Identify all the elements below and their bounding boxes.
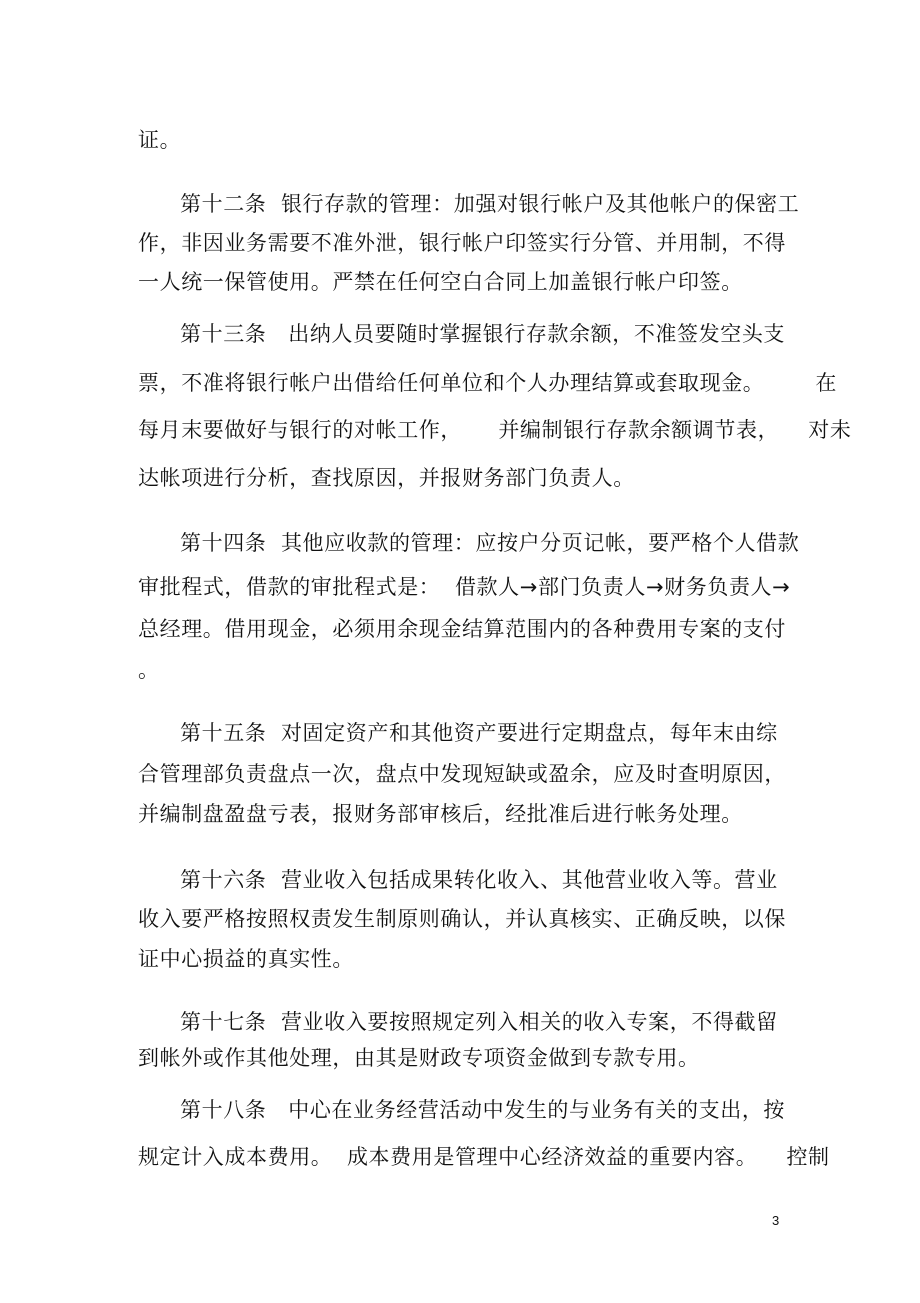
page-number: 3 xyxy=(772,1213,780,1228)
article-13-heading-line: 第十三条 出纳人员要随时掌握银行存款余额，不准签发空头支 xyxy=(180,322,786,346)
text-line: 作，非因业务需要不准外泄，银行帐户印签实行分管、并用制，不得 xyxy=(138,231,786,255)
text-line: 审批程式，借款的审批程式是： 借款人→部门负责人→财务负责人→ xyxy=(138,575,791,599)
article-16-heading-line: 第十六条 营业收入包括成果转化收入、其他营业收入等。营业 xyxy=(180,868,778,892)
text-line: 总经理。借用现金，必须用余现金结算范围内的各种费用专案的支付 xyxy=(138,617,786,641)
article-17-heading-line: 第十七条 营业收入要按照规定列入相关的收入专案，不得截留 xyxy=(180,1010,778,1034)
article-18-heading-line: 第十八条 中心在业务经营活动中发生的与业务有关的支出，按 xyxy=(180,1098,786,1122)
text-line: 一人统一保管使用。严禁在任何空白合同上加盖银行帐户印签。 xyxy=(138,270,743,294)
text-line: 每月末要做好与银行的对帐工作， 并编制银行存款余额调节表， 对未 xyxy=(138,418,852,442)
text-line: 。 xyxy=(138,658,160,682)
text-line: 票，不准将银行帐户出借给任何单位和个人办理结算或套取现金。 在 xyxy=(138,371,837,395)
text-line: 到帐外或作其他处理，由其是财政专项资金做到专款专用。 xyxy=(138,1046,700,1070)
text-line: 达帐项进行分析，查找原因，并报财务部门负责人。 xyxy=(138,466,635,490)
text-line: 合管理部负责盘点一次，盘点中发现短缺或盈余，应及时查明原因， xyxy=(138,762,786,786)
text-line: 并编制盘盈盘亏表，报财务部审核后，经批准后进行帐务处理。 xyxy=(138,802,743,826)
article-15-heading-line: 第十五条 对固定资产和其他资产要进行定期盘点，每年末由综 xyxy=(180,721,778,745)
article-14-heading-line: 第十四条 其他应收款的管理：应按户分页记帐，要严格个人借款 xyxy=(180,531,800,555)
text-line: 收入要严格按照权责发生制原则确认，并认真核实、正确反映，以保 xyxy=(138,907,786,931)
text-line: 规定计入成本费用。 成本费用是管理中心经济效益的重要内容。 控制 xyxy=(138,1145,830,1169)
article-12-heading-line: 第十二条 银行存款的管理：加强对银行帐户及其他帐户的保密工 xyxy=(180,192,800,216)
text-line: 证。 xyxy=(138,128,182,152)
text-line: 证中心损益的真实性。 xyxy=(138,947,354,971)
